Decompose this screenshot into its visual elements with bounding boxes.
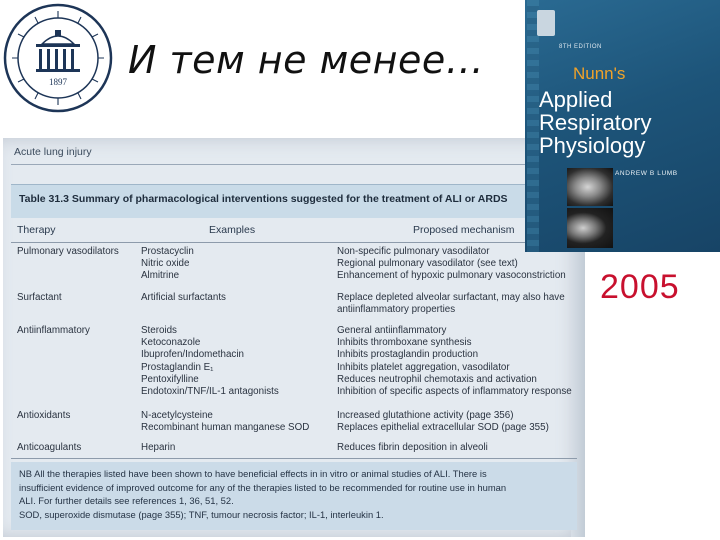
- example-text: Endotoxin/TNF/IL-1 antagonists: [141, 386, 279, 398]
- therapy-text: Antioxidants: [17, 410, 71, 421]
- cover-side-pattern: [527, 0, 539, 252]
- cover-title-line: Respiratory: [539, 110, 652, 135]
- mechanism-text: Replaces epithelial extracellular SOD (page 355): [337, 422, 549, 434]
- university-seal-logo: [2, 2, 114, 114]
- cover-title-line: Applied: [539, 87, 613, 112]
- therapy-text: Anticoagulants: [17, 442, 82, 453]
- table-bottom-rule: [11, 458, 577, 459]
- mechanism-text: Increased glutathione activity (page 356): [337, 410, 514, 421]
- cover-edition: 8TH EDITION: [559, 44, 602, 50]
- therapy-cell: [17, 292, 62, 304]
- mechanism-text: Inhibits platelet aggregation, vasodilator: [337, 361, 510, 373]
- therapy-text: Surfactant: [17, 292, 62, 303]
- example-text: Prostacyclin: [141, 246, 194, 257]
- cover-ct-image: [567, 208, 613, 248]
- table-footnote: [11, 462, 577, 530]
- mechanism-text: General antiinflammatory: [337, 325, 447, 336]
- mechanism-text: Reduces neutrophil chemotaxis and activation: [337, 373, 537, 385]
- example-text: Prostaglandin E₁: [141, 361, 214, 373]
- column-header-mechanism: Proposed mechanism: [413, 224, 515, 236]
- column-header-rule: [11, 242, 577, 243]
- mechanism-text: Inhibits thromboxane synthesis: [337, 337, 472, 349]
- examples-cell: [141, 410, 309, 434]
- cover-mri-image: [567, 168, 613, 206]
- footnote-line: ALI. For further details see references 1, 36, 51, 52.: [19, 495, 234, 506]
- mechanism-text: Inhibits prostaglandin production: [337, 349, 479, 361]
- example-text: Recombinant human manganese SOD: [141, 422, 310, 434]
- header-rule: [11, 164, 531, 165]
- column-header-examples: Examples: [209, 224, 256, 236]
- mechanism-cell: [337, 410, 549, 434]
- examples-cell: [141, 325, 279, 398]
- example-text: Pentoxifylline: [141, 373, 199, 385]
- therapy-cell: [17, 325, 90, 337]
- example-text: Steroids: [141, 325, 177, 336]
- slide-title: И тем не менее…: [128, 38, 485, 82]
- footnote-line: insufficient evidence of improved outcome for any of the therapies listed to be recommended for routine use in human: [19, 481, 507, 493]
- cover-name: Nunn's: [573, 64, 626, 83]
- seal-year: 1897: [49, 77, 67, 87]
- therapy-cell: [17, 410, 70, 422]
- mechanism-text: Non-specific pulmonary vasodilator: [337, 246, 490, 257]
- example-text: N-acetylcysteine: [141, 410, 213, 421]
- running-head: Acute lung injury: [14, 146, 92, 158]
- mechanism-text: Reduces fibrin deposition in alveoli: [337, 442, 488, 453]
- therapy-text: Antiinflammatory: [17, 325, 90, 336]
- mechanism-text: Replace depleted alveolar surfactant, may also have: [337, 292, 565, 303]
- example-text: Heparin: [141, 442, 176, 453]
- mechanism-text: Inhibition of specific aspects of inflammatory response: [337, 386, 572, 398]
- footnote-line: NB All the therapies listed have been shown to have beneficial effects in in vitro or animal studies of ALI. There is: [19, 468, 487, 479]
- example-text: Almitrine: [141, 270, 180, 282]
- footnote-line: SOD, superoxide dismutase (page 355); TNF, tumour necrosis factor; IL-1, interleukin 1.: [19, 508, 384, 520]
- examples-cell: [141, 292, 226, 304]
- example-text: Artificial surfactants: [141, 292, 226, 303]
- mechanism-text: antiinflammatory properties: [337, 304, 456, 316]
- table-caption-text: Table 31.3 Summary of pharmacological interventions suggested for the treatment of ALI or ARDS: [19, 193, 508, 205]
- example-text: Ketoconazole: [141, 337, 201, 349]
- publication-year: 2005: [600, 268, 680, 306]
- therapy-text: Pulmonary vasodilators: [17, 246, 119, 257]
- book-cover-image: [525, 0, 720, 252]
- table-caption: [11, 184, 577, 218]
- mechanism-cell: [337, 292, 565, 316]
- example-text: Nitric oxide: [141, 258, 190, 270]
- mechanism-cell: [337, 442, 488, 454]
- example-text: Ibuprofen/Indomethacin: [141, 349, 244, 361]
- scanned-textbook-page: [3, 138, 585, 537]
- mechanism-text: Enhancement of hypoxic pulmonary vasoconstriction: [337, 270, 566, 282]
- cover-title-line: Physiology: [539, 133, 646, 158]
- mechanism-text: Regional pulmonary vasodilator (see text): [337, 258, 518, 270]
- publisher-logo: [537, 10, 555, 36]
- mechanism-cell: [337, 325, 572, 398]
- cover-author: ANDREW B LUMB: [615, 170, 678, 177]
- examples-cell: [141, 246, 194, 283]
- therapy-cell: [17, 442, 81, 454]
- therapy-cell: [17, 246, 119, 258]
- column-header-therapy: Therapy: [17, 224, 56, 236]
- examples-cell: [141, 442, 175, 454]
